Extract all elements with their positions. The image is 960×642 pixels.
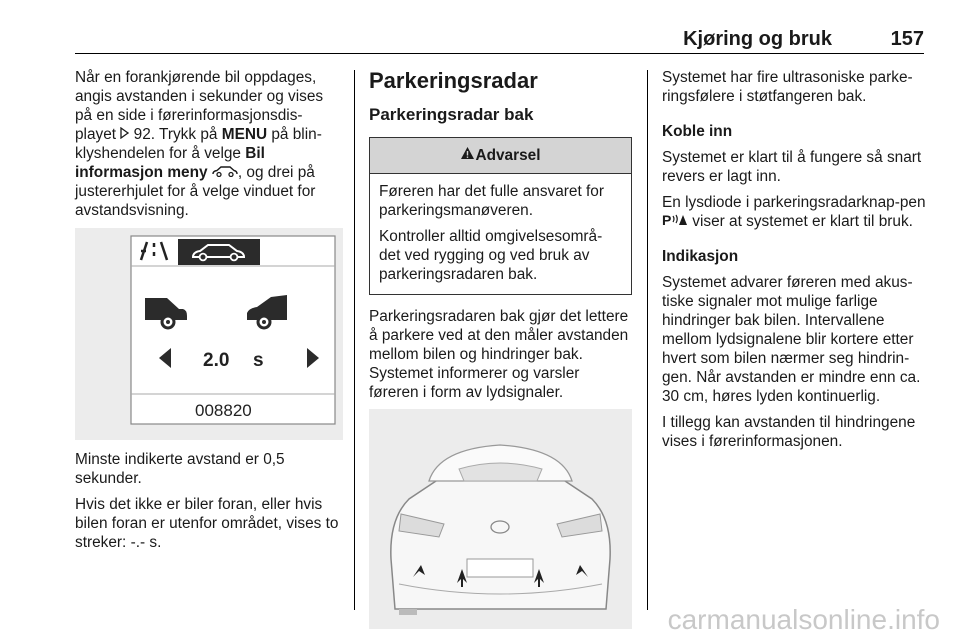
column-1 xyxy=(75,68,343,559)
warning-text-1: Føreren har det fulle ansvaret for parkeringsmanøveren. xyxy=(379,183,604,219)
activation-paragraph: Systemet er klart til å fungere så snart revers er lagt inn. xyxy=(662,149,922,185)
driver-info-display-figure xyxy=(75,228,343,440)
odometer: 008820 xyxy=(195,401,252,420)
section-title: Kjøring og bruk xyxy=(683,28,832,50)
warning-text-2: Kontroller alltid omgivelsesområ-det ved rygging og ved bruk av parkeringsradaren bak. xyxy=(379,228,603,283)
heading-indikasjon: Indikasjon xyxy=(662,248,739,265)
heading-parkeringsradar-bak: Parkeringsradar bak xyxy=(369,105,534,124)
column-3 xyxy=(662,68,926,458)
warning-triangle-icon xyxy=(460,146,475,160)
page-number: 157 xyxy=(890,28,924,50)
min-distance-paragraph: Minste indikerte avstand er 0,5 sekunder. xyxy=(75,451,285,487)
intro-paragraph: Når en forankjørende bil oppdages, angis avstanden i sekunder og vises på en side i førerinformasjonsdis-playet 92. Trykk på MENU på blin-klyshendelen for å velge Bil informasjon meny , og drei på justererhjulet for å velge vinduet for avstandsvisning. xyxy=(75,69,324,219)
display-paragraph: I tillegg kan avstanden til hindringene vises i førerinformasjonen. xyxy=(662,414,916,450)
heading-parkeringsradar: Parkeringsradar xyxy=(369,68,538,93)
car-body xyxy=(391,479,610,609)
column-2 xyxy=(369,68,632,639)
car-icon xyxy=(212,165,238,177)
svg-text:P: P xyxy=(662,213,672,226)
no-car-paragraph: Hvis det ikke er biler foran, eller hvis bilen foran er utenfor området, vises to streker: -.- s. xyxy=(75,496,339,551)
warning-title: Advarsel xyxy=(475,147,541,164)
radar-description: Parkeringsradaren bak gjør det lettere å parkere ved at den måler avstanden mellom bilen og hindringer bak. Systemet informerer og varsler føreren i form av lydsignaler. xyxy=(369,308,629,401)
rear-car-sensors-figure xyxy=(369,409,632,629)
parking-radar-icon xyxy=(662,213,688,226)
watermark: carmanualsonline.info xyxy=(667,604,940,635)
sensors-paragraph: Systemet har fire ultrasoniske parke-ringsfølere i støtfangeren bak. xyxy=(662,69,913,105)
page-header xyxy=(75,22,924,54)
reference-arrow-icon xyxy=(120,127,129,139)
heading-koble-inn: Koble inn xyxy=(662,123,733,140)
column-divider-1 xyxy=(354,70,355,610)
led-paragraph: En lysdiode i parkeringsradarknap-pen P viser at systemet er klart til bruk. xyxy=(662,194,926,230)
column-divider-2 xyxy=(647,70,648,610)
header-rule xyxy=(75,53,924,54)
rear-window xyxy=(459,463,542,481)
tab-active xyxy=(178,239,260,265)
bil-informasjon-label: Bil informasjon meny xyxy=(75,145,265,181)
indication-paragraph: Systemet advarer føreren med akus-tiske signaler mot mulige farlige hindringer bak bilen. Intervallene mellom lydsignalene blir kortere etter hvert som bilen nærmer seg hindrin-gen. Når avstanden er mindre enn ca. 30 cm, høres lyden kontinuerlig. xyxy=(662,274,921,405)
menu-label: MENU xyxy=(221,126,268,143)
license-plate xyxy=(467,559,533,577)
exhaust xyxy=(399,609,417,615)
distance-value: 2.0 xyxy=(203,350,230,371)
distance-unit: s xyxy=(253,350,264,371)
warning-header xyxy=(370,138,631,174)
warning-box xyxy=(369,137,632,295)
